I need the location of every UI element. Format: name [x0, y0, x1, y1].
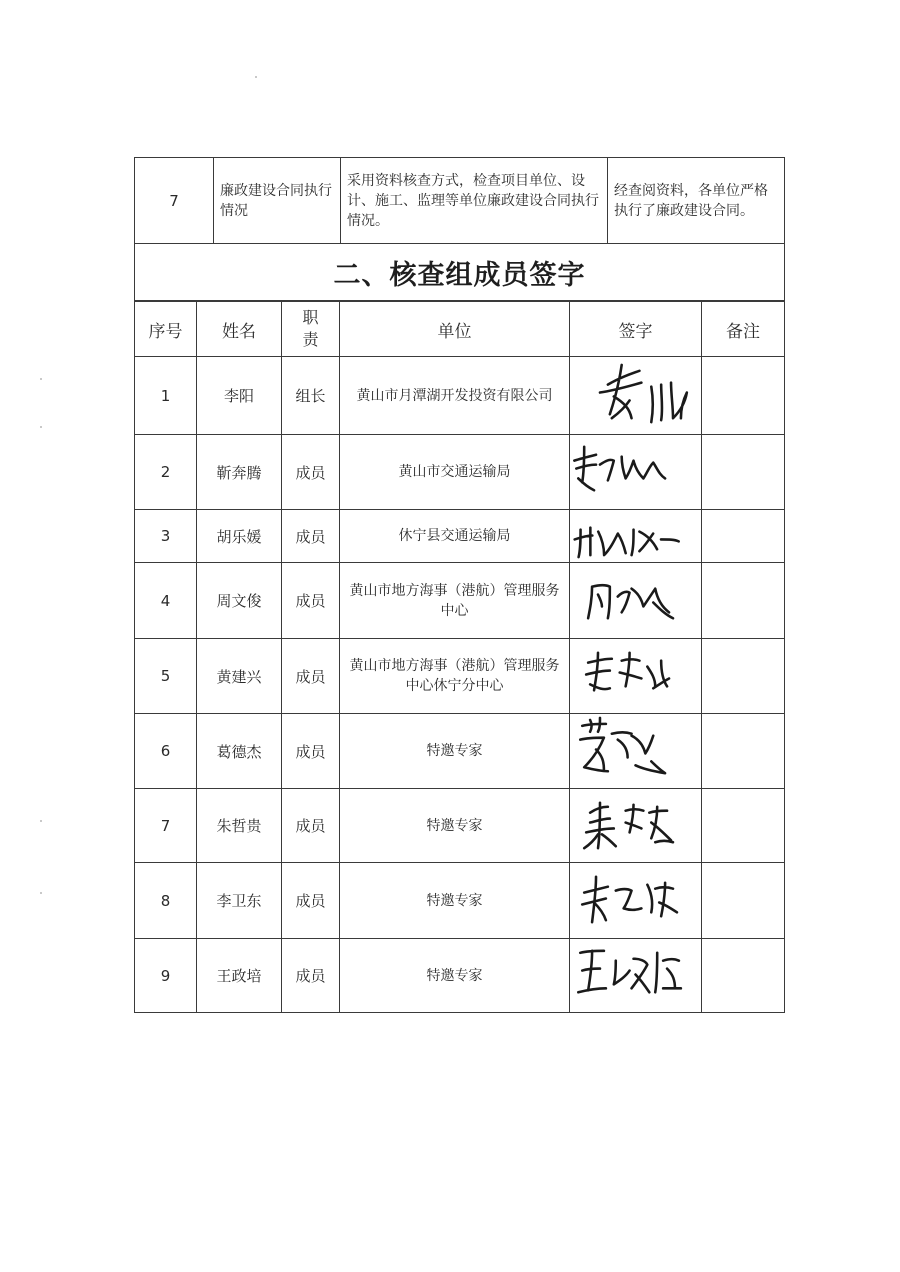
member-row [135, 639, 785, 714]
member-row [135, 714, 785, 789]
member-unit: 黄山市地方海事（港航）管理服务中心 [340, 563, 570, 639]
member-unit: 黄山市月潭湖开发投资有限公司 [340, 357, 570, 435]
handwritten-signature [570, 714, 701, 788]
member-name: 王政培 [197, 939, 282, 1013]
member-signature [570, 563, 702, 639]
header-no: 序号 [135, 302, 197, 357]
member-duty: 成员 [282, 563, 340, 639]
member-no: 1 [135, 357, 197, 435]
member-no: 7 [135, 789, 197, 863]
member-no: 9 [135, 939, 197, 1013]
member-row [135, 357, 785, 435]
member-remark [702, 435, 785, 510]
member-name: 黄建兴 [197, 639, 282, 714]
member-signature [570, 714, 702, 789]
member-unit: 黄山市地方海事（港航）管理服务中心休宁分中心 [340, 639, 570, 714]
member-no: 4 [135, 563, 197, 639]
member-signature [570, 639, 702, 714]
member-row [135, 789, 785, 863]
member-remark [702, 939, 785, 1013]
members-table [134, 301, 784, 1013]
member-signature [570, 435, 702, 510]
member-unit: 特邀专家 [340, 714, 570, 789]
handwritten-signature [570, 639, 701, 713]
review-row [135, 158, 785, 244]
member-duty: 成员 [282, 863, 340, 939]
header-name: 姓名 [197, 302, 282, 357]
review-row-method: 采用资料核查方式，检查项目单位、设计、施工、监理等单位廉政建设合同执行情况。 [341, 158, 608, 244]
member-unit: 特邀专家 [340, 789, 570, 863]
member-no: 8 [135, 863, 197, 939]
member-name: 胡乐媛 [197, 510, 282, 563]
member-remark [702, 510, 785, 563]
member-signature [570, 939, 702, 1013]
member-name: 朱哲贵 [197, 789, 282, 863]
member-remark [702, 357, 785, 435]
member-remark [702, 563, 785, 639]
member-name: 葛德杰 [197, 714, 282, 789]
member-remark [702, 714, 785, 789]
member-duty: 成员 [282, 939, 340, 1013]
member-duty: 成员 [282, 789, 340, 863]
scan-speck [40, 426, 42, 428]
handwritten-signature [570, 939, 701, 1012]
member-no: 5 [135, 639, 197, 714]
scan-speck [40, 378, 42, 380]
member-signature [570, 789, 702, 863]
member-name: 靳奔腾 [197, 435, 282, 510]
scan-speck [40, 892, 42, 894]
member-row [135, 863, 785, 939]
section-title: 二、核查组成员签字 [135, 244, 785, 301]
header-signature: 签字 [570, 302, 702, 357]
handwritten-signature [570, 510, 701, 562]
member-unit: 特邀专家 [340, 863, 570, 939]
member-name: 李阳 [197, 357, 282, 435]
handwritten-signature [570, 563, 701, 638]
scan-speck [40, 820, 42, 822]
header-unit: 单位 [340, 302, 570, 357]
member-name: 周文俊 [197, 563, 282, 639]
member-unit: 休宁县交通运输局 [340, 510, 570, 563]
member-remark [702, 639, 785, 714]
member-signature [570, 863, 702, 939]
member-duty: 成员 [282, 639, 340, 714]
handwritten-signature [570, 435, 701, 509]
header-remark: 备注 [702, 302, 785, 357]
member-row [135, 510, 785, 563]
member-duty: 成员 [282, 714, 340, 789]
review-table [134, 157, 784, 301]
scan-speck [255, 76, 257, 78]
review-row-item: 廉政建设合同执行情况 [214, 158, 341, 244]
member-no: 3 [135, 510, 197, 563]
member-remark [702, 863, 785, 939]
member-unit: 特邀专家 [340, 939, 570, 1013]
member-no: 6 [135, 714, 197, 789]
member-row [135, 939, 785, 1013]
member-unit: 黄山市交通运输局 [340, 435, 570, 510]
member-duty: 成员 [282, 510, 340, 563]
member-remark [702, 789, 785, 863]
member-row [135, 563, 785, 639]
member-name: 李卫东 [197, 863, 282, 939]
header-duty: 职责 [282, 302, 340, 357]
review-row-result: 经查阅资料，各单位严格执行了廉政建设合同。 [608, 158, 785, 244]
handwritten-signature [570, 789, 701, 862]
member-no: 2 [135, 435, 197, 510]
members-header-row [135, 302, 785, 357]
member-duty: 成员 [282, 435, 340, 510]
member-row [135, 435, 785, 510]
handwritten-signature [570, 863, 701, 938]
member-signature [570, 357, 702, 435]
member-signature [570, 510, 702, 563]
review-row-no: 7 [135, 158, 214, 244]
member-duty: 组长 [282, 357, 340, 435]
handwritten-signature [570, 357, 701, 434]
